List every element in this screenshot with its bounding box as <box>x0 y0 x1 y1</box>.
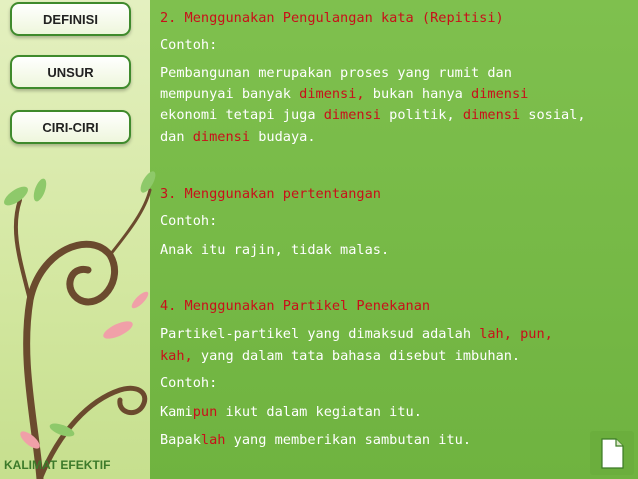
text-span: yang memberikan sambutan itu. <box>225 432 472 448</box>
section-4-example-2 <box>160 432 471 448</box>
section-3-contoh: Contoh: <box>160 213 218 229</box>
text-span: bukan hanya <box>364 86 472 102</box>
section-4-heading: 4. Menggunakan Partikel Penekanan <box>160 298 431 314</box>
section-2-example-line-2 <box>160 86 528 102</box>
text-span: dan <box>160 129 193 145</box>
nav-ciri-ciri-label: CIRI-CIRI <box>42 119 99 135</box>
section-4-line-2 <box>160 348 520 364</box>
section-3-example: Anak itu rajin, tidak malas. <box>160 242 390 258</box>
nav-definisi-label: DEFINISI <box>43 11 98 27</box>
text-span: yang dalam tata bahasa disebut imbuhan. <box>192 348 521 364</box>
highlight-dimensi: dimensi <box>192 129 251 145</box>
section-2-example-line-3 <box>160 107 586 123</box>
text-span: ekonomi tetapi juga <box>160 107 324 123</box>
nav-ciri-ciri-button[interactable] <box>10 110 131 144</box>
nav-unsur-button[interactable] <box>10 55 131 89</box>
text-span: sosial, <box>520 107 586 123</box>
section-2-example-line-1: Pembangunan merupakan proses yang rumit dan <box>160 65 512 81</box>
text-span: Bapak <box>160 432 201 448</box>
text-span: ikut dalam kegiatan itu. <box>217 404 422 420</box>
section-3-heading: 3. Menggunakan pertentangan <box>160 186 381 202</box>
document-glyph <box>590 431 634 475</box>
highlight-particle-lah: lah <box>200 432 226 448</box>
text-span: Kami <box>160 404 193 420</box>
section-2-contoh: Contoh: <box>160 37 218 53</box>
highlight-particle-pun: pun <box>192 404 218 420</box>
text-span: Partikel-partikel yang dimaksud adalah <box>160 326 480 342</box>
section-4-contoh: Contoh: <box>160 375 218 391</box>
text-span: budaya. <box>250 129 316 145</box>
text-span: mempunyai banyak <box>160 86 300 102</box>
footer-title: KALIMAT EFEKTIF <box>4 458 111 472</box>
section-4-line-1 <box>160 326 553 342</box>
nav-unsur-label: UNSUR <box>47 64 94 80</box>
nav-definisi-button[interactable] <box>10 2 131 36</box>
highlight-particles: lah, pun, <box>479 326 553 342</box>
section-4-example-1 <box>160 404 422 420</box>
highlight-dimensi: dimensi, <box>299 86 365 102</box>
section-2-example-line-4 <box>160 129 316 145</box>
highlight-dimensi: dimensi <box>471 86 529 102</box>
highlight-dimensi: dimensi <box>462 107 521 123</box>
document-icon[interactable] <box>590 431 634 475</box>
highlight-dimensi: dimensi <box>323 107 381 123</box>
section-2-heading: 2. Menggunakan Pengulangan kata (Repitisi) <box>160 10 504 26</box>
highlight-particle-kah: kah, <box>160 348 193 364</box>
text-span: politik, <box>380 107 463 123</box>
